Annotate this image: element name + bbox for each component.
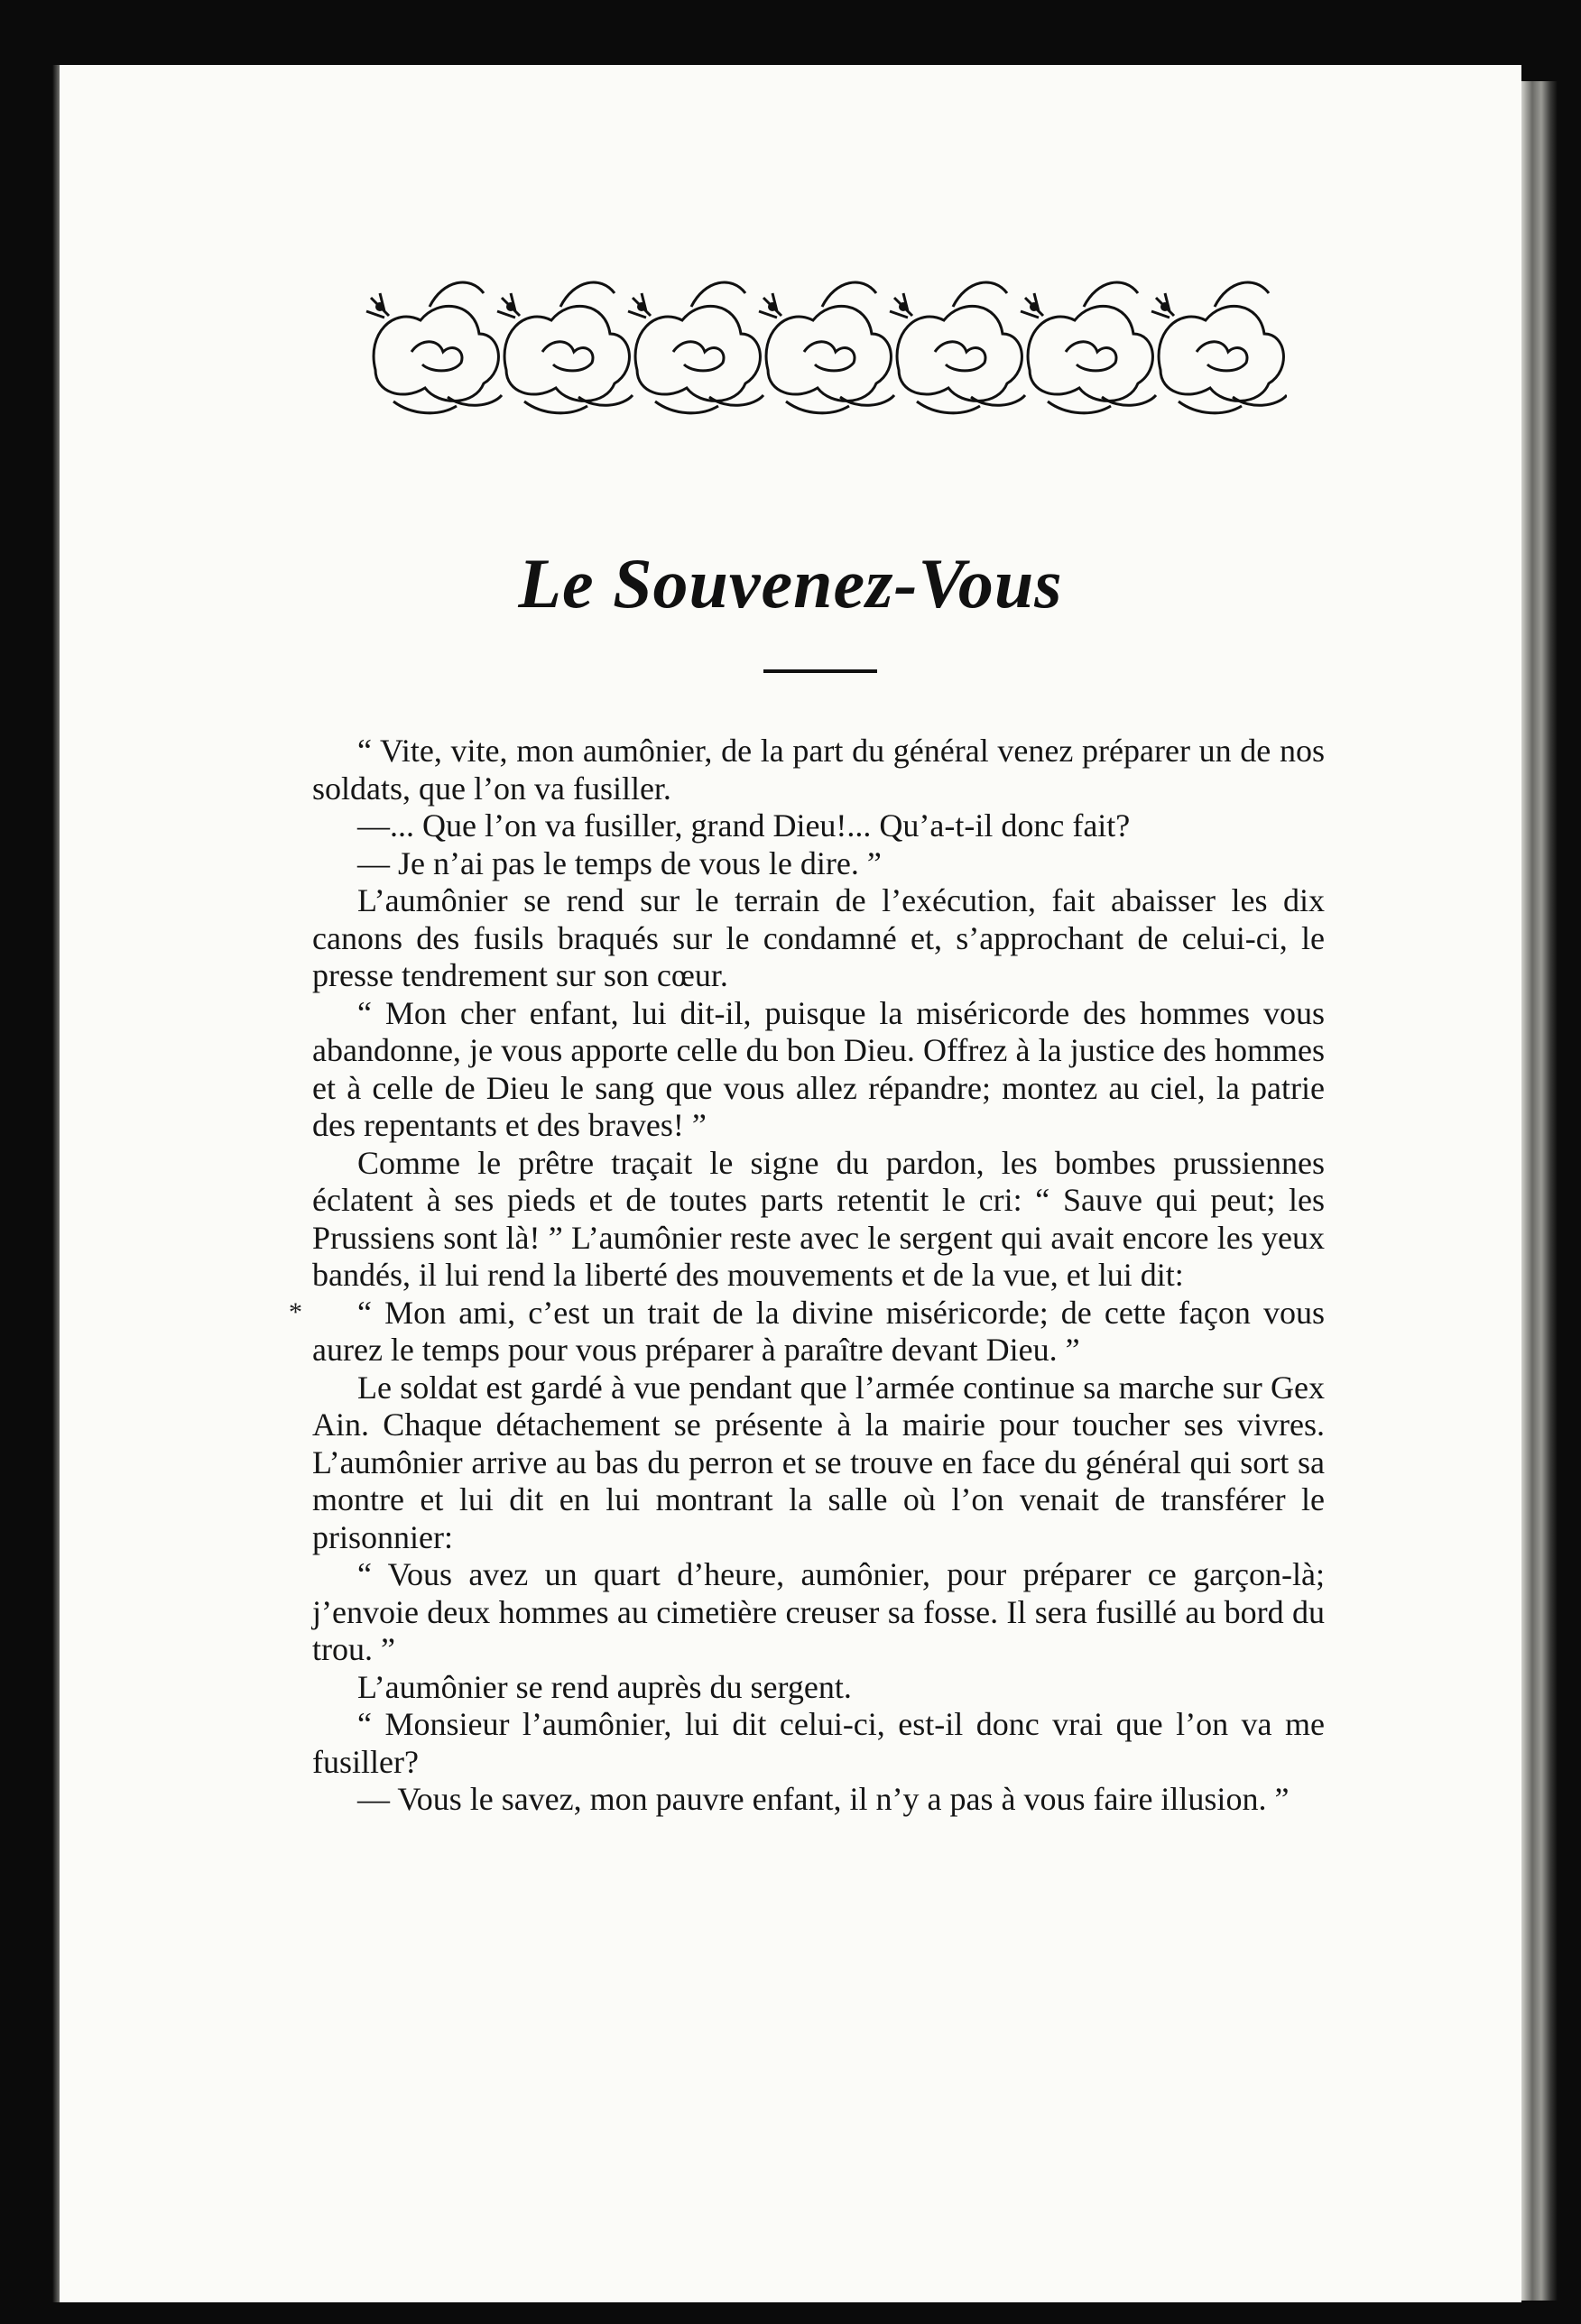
- chapter-title: Le Souvenez-Vous: [518, 544, 1063, 622]
- paragraph: “ Monsieur l’aumônier, lui dit celui-ci, est-il donc vrai que l’on va me fusiller?: [312, 1706, 1325, 1780]
- book-page: [60, 65, 1521, 2302]
- paragraph: —... Que l’on va fusiller, grand Dieu!... Qu’a-t-il donc fait?: [357, 807, 1131, 844]
- paragraph: “ Vite, vite, mon aumônier, de la part du général venez préparer un de nos soldats, que l’on va fusiller.: [312, 733, 1325, 807]
- chapter-body: [312, 733, 1325, 1819]
- title-rule: [763, 669, 877, 673]
- paragraph: L’aumônier se rend auprès du sergent.: [357, 1668, 852, 1705]
- paragraph: — Vous le savez, mon pauvre enfant, il n’y a pas à vous faire illusion. ”: [357, 1781, 1290, 1817]
- paragraph: “ Vous avez un quart d’heure, aumônier, pour préparer ce garçon-là; j’envoie deux hommes au cimetière creuser sa fosse. Il sera fusillé au bord du trou. ”: [312, 1556, 1325, 1667]
- paragraph: — Je n’ai pas le temps de vous le dire. ”: [357, 844, 882, 881]
- paragraph: Comme le prêtre traçait le signe du pardon, les bombes prussiennes éclatent à ses pieds et de toutes parts retentit le cri: “ Sauve qui peut; les Prussiens sont là! ” L’aumônier reste avec le sergent qui avait encore les yeux bandés, il lui rend la liberté des mouvements et de la vue, et lui dit:: [312, 1144, 1325, 1293]
- page-right-edge: [1521, 81, 1558, 2301]
- paragraph: “ Mon cher enfant, lui dit-il, puisque la miséricorde des hommes vous abandonne, je vous apporte celle du bon Dieu. Offrez à la justice des hommes et à celle de Dieu le sang que vous allez répandre; montez au ciel, la patrie des repentants et des braves! ”: [312, 994, 1325, 1143]
- floral-ornament-band: [357, 271, 1287, 424]
- paragraph: “ Mon ami, c’est un trait de la divine miséricorde; de cette façon vous aurez le temps pour vous préparer à paraître devant Dieu. ”: [312, 1294, 1325, 1368]
- paragraph: L’aumônier se rend sur le terrain de l’exécution, fait abaisser les dix canons des fusils braqués sur le condamné et, s’approchant de celui-ci, le presse tendrement sur son cœur.: [312, 882, 1325, 993]
- margin-mark: *: [289, 1297, 302, 1327]
- paragraph: Le soldat est gardé à vue pendant que l’armée continue sa marche sur Gex Ain. Chaque détachement se présente à la mairie pour toucher ses vivres. L’aumônier arrive au bas du perron et se trouve en face du général qui sort sa montre et lui dit en lui montrant la salle où l’on venait de transférer le prisonnier:: [312, 1369, 1325, 1555]
